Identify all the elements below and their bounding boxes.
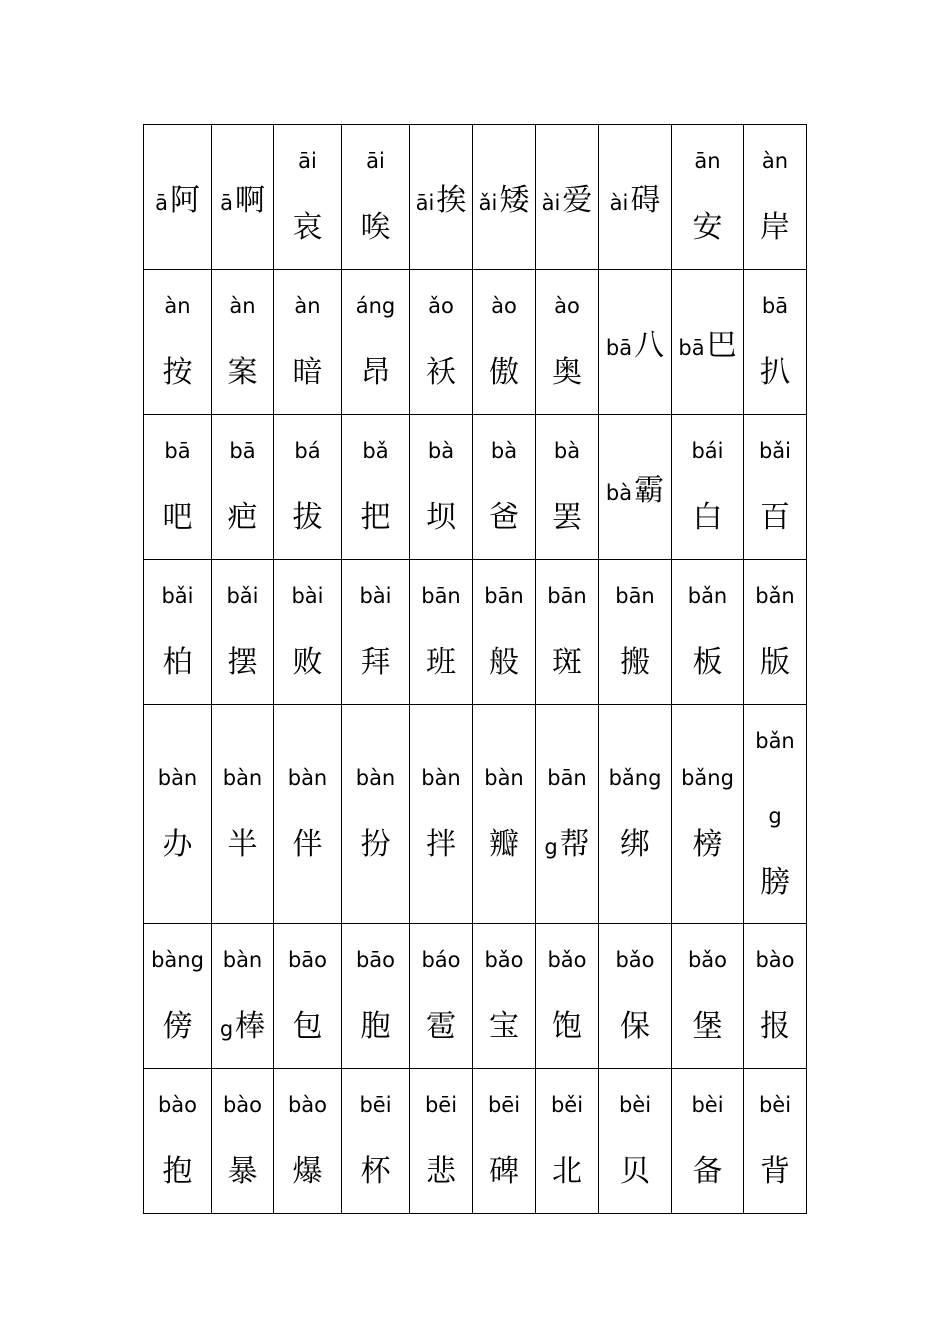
character-cell (144, 270, 212, 415)
pinyin-label: bǎi (758, 439, 792, 463)
pinyin-label: bàn (355, 766, 396, 790)
character-cell (212, 125, 274, 270)
pinyin-label: ā (155, 191, 168, 215)
pinyin-label-continued: g (768, 803, 782, 828)
pinyin-label: bái (691, 439, 724, 463)
character-cell (599, 270, 672, 415)
hanzi-character: 北 (552, 1154, 582, 1189)
hanzi-character: 爆 (292, 1154, 323, 1189)
hanzi-character: 办 (162, 827, 193, 862)
character-cell (342, 270, 410, 415)
hanzi-character: 案 (227, 355, 258, 390)
character-cell (274, 560, 342, 705)
character-cell (144, 924, 212, 1069)
hanzi-character: 罢 (552, 500, 582, 535)
hanzi-character: 暗 (292, 355, 323, 390)
pinyin-label: bàng (151, 948, 204, 972)
hanzi-character: 报 (760, 1009, 790, 1044)
character-cell (599, 924, 672, 1069)
pinyin-label-continued: g (544, 835, 558, 859)
hanzi-character: 堡 (692, 1009, 723, 1044)
hanzi-character: 半 (227, 827, 258, 862)
character-cell (473, 560, 536, 705)
character-cell (473, 1069, 536, 1214)
hanzi-character: 包 (292, 1009, 323, 1044)
pinyin-label: ā (220, 191, 233, 215)
pinyin-label: bā (761, 294, 789, 318)
pinyin-label: ǎo (428, 294, 454, 318)
character-cell (274, 924, 342, 1069)
pinyin-label: bàn (287, 766, 328, 790)
hanzi-character: 悲 (426, 1154, 456, 1189)
pinyin-label: ǎi (478, 191, 498, 215)
hanzi-character: 安 (692, 210, 723, 245)
pinyin-label: bān (484, 584, 524, 608)
pinyin-label: bàn (421, 766, 461, 790)
pinyin-label: bèi (691, 1093, 724, 1117)
character-cell (212, 924, 274, 1069)
hanzi-character: 般 (489, 645, 519, 680)
hanzi-character: 坝 (426, 500, 456, 535)
hanzi-character: 帮 (559, 827, 590, 862)
character-cell (342, 125, 410, 270)
pinyin-label: bài (291, 584, 324, 608)
character-cell (144, 560, 212, 705)
hanzi-character: 备 (692, 1154, 723, 1189)
hanzi-character: 斑 (552, 645, 582, 680)
character-cell (744, 415, 807, 560)
pinyin-label: àn (229, 294, 256, 318)
pinyin-label: bāo (287, 948, 328, 972)
character-cell (144, 705, 212, 924)
character-cell (744, 705, 807, 924)
character-cell (536, 125, 599, 270)
pinyin-label: ào (491, 294, 517, 318)
pinyin-label: bēi (487, 1093, 521, 1117)
character-cell (473, 924, 536, 1069)
hanzi-character: 哀 (292, 210, 323, 245)
pinyin-label: ài (541, 191, 561, 215)
pinyin-label: bān (421, 584, 461, 608)
pinyin-label: bǎn (755, 584, 795, 608)
hanzi-character: 扒 (760, 355, 790, 390)
hanzi-character: 碑 (489, 1154, 519, 1189)
character-cell (672, 125, 744, 270)
table-row (144, 125, 807, 270)
character-cell (536, 560, 599, 705)
hanzi-character: 宝 (489, 1009, 519, 1044)
hanzi-character: 饱 (552, 1009, 582, 1044)
pinyin-label: bào (287, 1093, 328, 1117)
pinyin-label: bǎn (755, 728, 795, 753)
character-cell (536, 924, 599, 1069)
pinyin-label: bǎo (687, 948, 728, 972)
character-cell (599, 705, 672, 924)
pinyin-label: bào (755, 948, 795, 972)
hanzi-character: 奥 (552, 355, 582, 390)
hanzi-character: 雹 (426, 1009, 456, 1044)
character-cell (410, 1069, 473, 1214)
character-cell (744, 125, 807, 270)
character-cell (744, 924, 807, 1069)
pinyin-label: bāo (355, 948, 396, 972)
character-cell (274, 705, 342, 924)
pinyin-label: bǎng (681, 766, 734, 790)
character-cell (473, 415, 536, 560)
hanzi-character: 爸 (489, 500, 519, 535)
character-cell (599, 1069, 672, 1214)
hanzi-character: 百 (760, 500, 790, 535)
pinyin-label: àn (761, 149, 789, 173)
hanzi-character: 摆 (227, 645, 258, 680)
hanzi-character: 保 (620, 1009, 650, 1044)
character-cell (274, 415, 342, 560)
hanzi-character: 把 (360, 500, 391, 535)
hanzi-character: 袄 (426, 355, 456, 390)
character-cell (536, 415, 599, 560)
table-row (144, 705, 807, 924)
hanzi-character: 拜 (360, 645, 391, 680)
pinyin-label: báo (421, 948, 461, 972)
hanzi-character: 按 (162, 355, 193, 390)
pinyin-label: bà (490, 439, 518, 463)
pinyin-label: bàn (157, 766, 198, 790)
hanzi-character: 败 (292, 645, 323, 680)
hanzi-character: 暴 (227, 1154, 258, 1189)
pinyin-label: àn (164, 294, 191, 318)
character-cell (342, 924, 410, 1069)
pinyin-label-continued: g (219, 1017, 234, 1041)
hanzi-character: 唉 (360, 210, 391, 245)
hanzi-character: 傍 (162, 1009, 193, 1044)
character-cell (342, 705, 410, 924)
character-cell (672, 560, 744, 705)
hanzi-character: 白 (692, 500, 723, 535)
pinyin-label: bào (157, 1093, 198, 1117)
hanzi-character: 板 (692, 645, 723, 680)
hanzi-character: 搬 (620, 645, 650, 680)
pinyin-label: ào (554, 294, 580, 318)
pinyin-label: bān (547, 584, 587, 608)
pinyin-label: bǎo (615, 948, 655, 972)
character-cell (212, 560, 274, 705)
character-cell (410, 270, 473, 415)
hanzi-character: 杯 (360, 1154, 391, 1189)
hanzi-character: 班 (426, 645, 456, 680)
hanzi-character: 瓣 (489, 827, 519, 862)
pinyin-label: àn (294, 294, 321, 318)
hanzi-character: 疤 (227, 500, 258, 535)
hanzi-character: 膀 (760, 864, 790, 900)
pinyin-label: bān (547, 766, 587, 790)
pinyin-label: bài (359, 584, 392, 608)
character-cell (473, 705, 536, 924)
hanzi-character: 矮 (499, 183, 530, 218)
character-cell (672, 924, 744, 1069)
character-cell (536, 1069, 599, 1214)
pinyin-label: áng (355, 294, 396, 318)
hanzi-character: 啊 (234, 183, 265, 218)
character-cell (274, 1069, 342, 1214)
character-cell (672, 1069, 744, 1214)
pinyin-label: bào (222, 1093, 263, 1117)
character-cell (536, 705, 599, 924)
hanzi-character: 巴 (706, 328, 737, 363)
hanzi-character: 版 (760, 645, 790, 680)
hanzi-character: 柏 (162, 645, 193, 680)
hanzi-character: 贝 (620, 1154, 650, 1189)
pinyin-label: āi (415, 191, 435, 215)
hanzi-character: 爱 (562, 183, 593, 218)
pinyin-label: bǎi (226, 584, 259, 608)
hanzi-character: 绑 (620, 827, 650, 862)
hanzi-character: 碍 (630, 183, 661, 218)
pinyin-label: bèi (758, 1093, 792, 1117)
hanzi-character: 岸 (760, 210, 790, 245)
hanzi-character: 阿 (169, 183, 200, 218)
pinyin-label: bǎo (484, 948, 524, 972)
pinyin-character-table (143, 124, 807, 1214)
character-cell (144, 415, 212, 560)
character-cell (342, 415, 410, 560)
character-cell (212, 270, 274, 415)
hanzi-character: 棒 (235, 1009, 266, 1044)
pinyin-label: bàn (484, 766, 524, 790)
pinyin-label: běi (550, 1093, 584, 1117)
pinyin-label: bèi (618, 1093, 652, 1117)
character-cell (274, 270, 342, 415)
pinyin-label: bá (294, 439, 321, 463)
pinyin-label: bǎi (161, 584, 194, 608)
character-cell (473, 125, 536, 270)
character-cell (342, 1069, 410, 1214)
pinyin-label: bàn (222, 948, 263, 972)
character-cell (672, 415, 744, 560)
character-cell (410, 125, 473, 270)
table-row (144, 1069, 807, 1214)
character-cell (410, 560, 473, 705)
pinyin-label: bā (229, 439, 256, 463)
pinyin-label: bǎo (547, 948, 587, 972)
hanzi-character: 胞 (360, 1009, 391, 1044)
pinyin-label: ài (609, 191, 629, 215)
pinyin-label: bǎn (687, 584, 728, 608)
hanzi-character: 八 (634, 328, 665, 363)
hanzi-character: 吧 (162, 500, 193, 535)
pinyin-label: bēi (424, 1093, 458, 1117)
character-cell (744, 270, 807, 415)
character-cell (212, 415, 274, 560)
pinyin-label: bà (553, 439, 581, 463)
table-row (144, 270, 807, 415)
character-cell (672, 705, 744, 924)
pinyin-label: āi (366, 149, 385, 173)
character-cell (410, 705, 473, 924)
hanzi-character: 抱 (162, 1154, 193, 1189)
pinyin-label: āi (298, 149, 317, 173)
pinyin-label: bā (678, 336, 705, 360)
pinyin-label: bǎng (608, 766, 662, 790)
character-cell (599, 415, 672, 560)
hanzi-character: 傲 (489, 355, 519, 390)
table-row (144, 415, 807, 560)
pinyin-label: bā (164, 439, 191, 463)
character-cell (342, 560, 410, 705)
hanzi-character: 拔 (292, 500, 323, 535)
character-cell (144, 1069, 212, 1214)
pinyin-label: bēi (359, 1093, 392, 1117)
hanzi-character: 扮 (360, 827, 391, 862)
character-cell (536, 270, 599, 415)
character-cell (274, 125, 342, 270)
hanzi-character: 拌 (426, 827, 456, 862)
hanzi-character: 伴 (292, 827, 323, 862)
character-cell (410, 924, 473, 1069)
hanzi-character: 挨 (436, 183, 467, 218)
character-cell (212, 705, 274, 924)
table-row (144, 560, 807, 705)
pinyin-label: bā (605, 336, 633, 360)
character-cell (599, 125, 672, 270)
pinyin-label: bàn (222, 766, 263, 790)
character-cell (599, 560, 672, 705)
pinyin-label: bǎ (362, 439, 389, 463)
hanzi-character: 背 (760, 1154, 790, 1189)
pinyin-label: bà (427, 439, 455, 463)
pinyin-label: bà (605, 481, 633, 505)
hanzi-character: 霸 (634, 473, 665, 508)
character-cell (744, 560, 807, 705)
hanzi-character: 榜 (692, 827, 723, 862)
hanzi-character: 昂 (360, 355, 391, 390)
character-cell (744, 1069, 807, 1214)
table-row (144, 924, 807, 1069)
character-cell (672, 270, 744, 415)
character-cell (144, 125, 212, 270)
character-cell (410, 415, 473, 560)
pinyin-label: bān (615, 584, 655, 608)
character-cell (212, 1069, 274, 1214)
character-cell (473, 270, 536, 415)
pinyin-label: ān (694, 149, 721, 173)
